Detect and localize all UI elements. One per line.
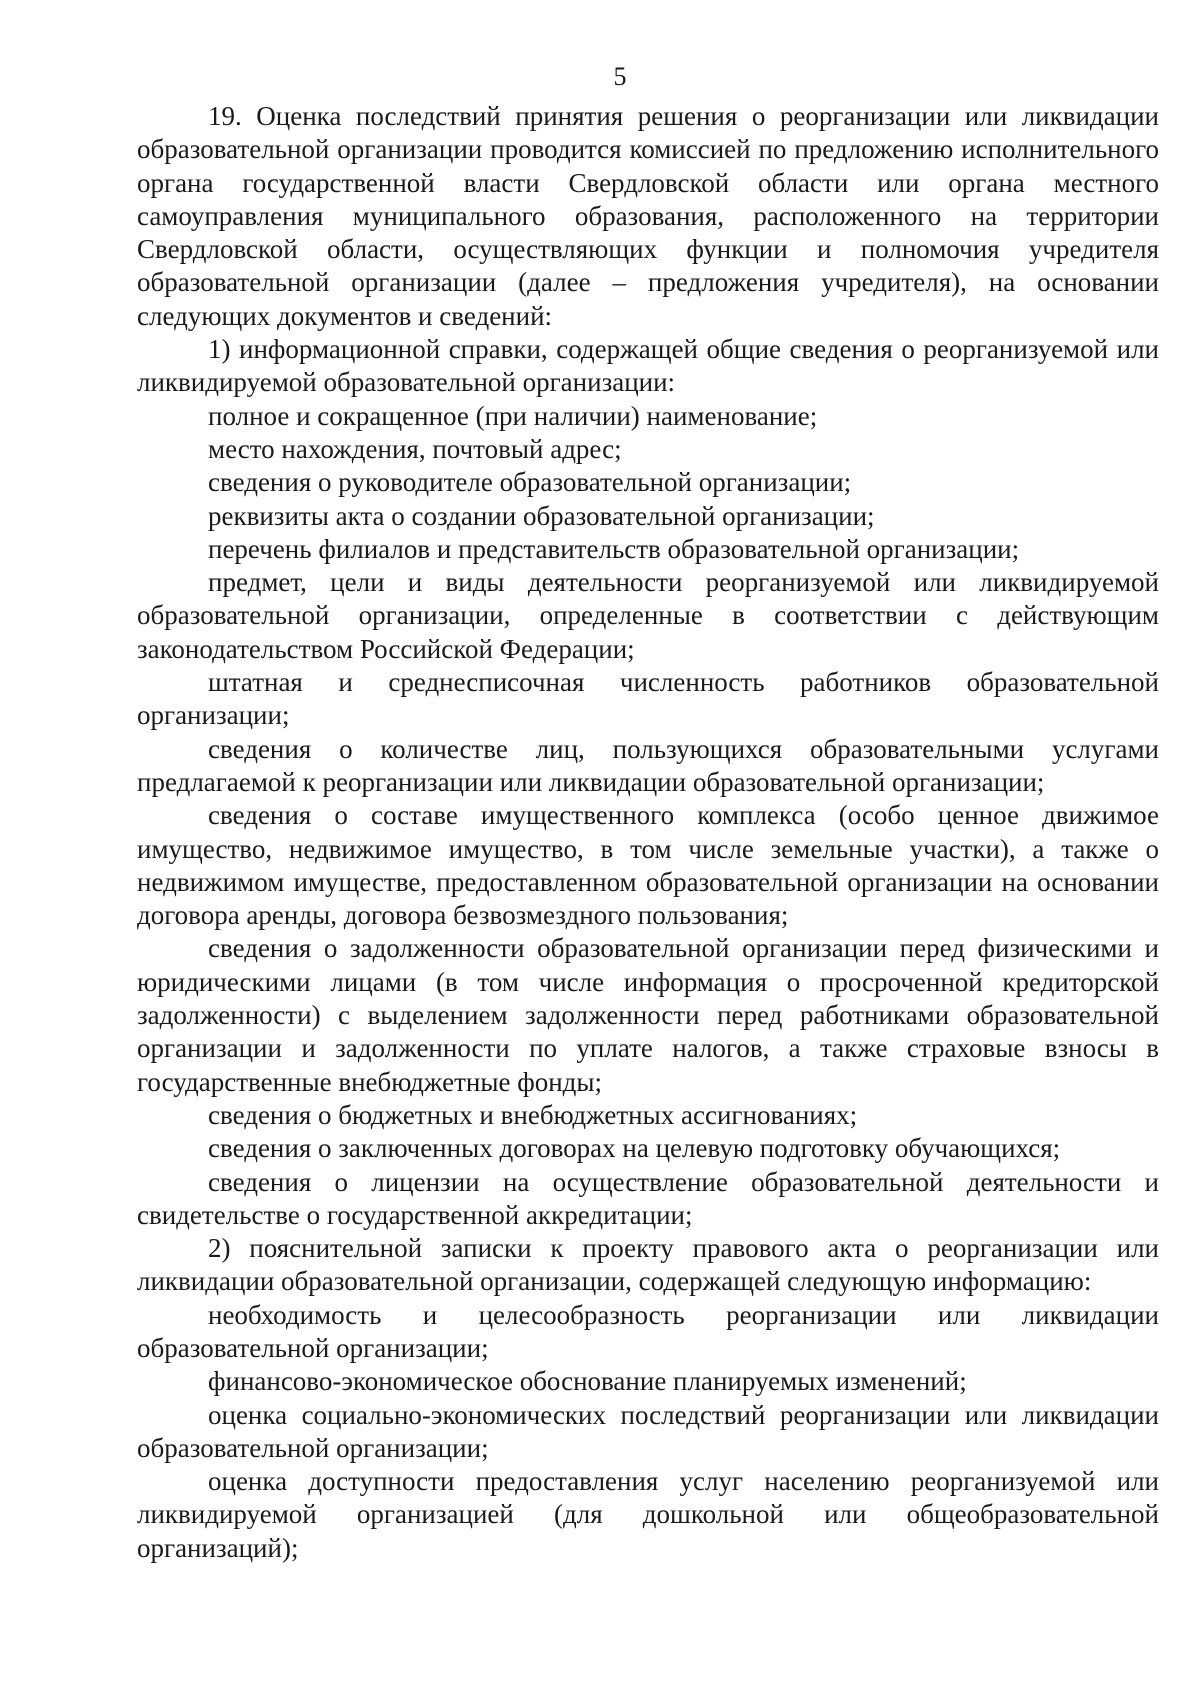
paragraph: 2) пояснительной записки к проекту правового акта о реорганизации или ликвидации образовательной организации, содержащей следующую информацию: [137,1233,1159,1297]
document-body [137,100,1159,1565]
paragraph: сведения о составе имущественного комплекса (особо ценное движимое имущество, недвижимое имущество, в том числе земельные участки), а также о недвижимом имуществе, предоставленном образовательной организации на основании договора аренды, договора безвозмездного пользования; [137,800,1159,931]
paragraph: реквизиты акта о создании образовательной организации; [208,500,875,531]
paragraph: 19. Оценка последствий принятия решения о реорганизации или ликвидации образовательной организации проводится комиссией по предложению исполнительного органа государственной власти Свердловской области или органа местного самоуправления муниципального образования, расположенного на территории Свердловской области, осуществляющих функции и полномочия учредителя образовательной организации (далее – предложения учредителя), на основании следующих документов и сведений: [137,101,1159,331]
paragraph: финансово-экономическое обоснование планируемых изменений; [208,1366,967,1397]
paragraph: штатная и среднесписочная численность работников образовательной организации; [137,667,1159,731]
paragraph: оценка доступности предоставления услуг населению реорганизуемой или ликвидируемой организацией (для дошкольной или общеобразовательной организаций); [137,1466,1159,1563]
paragraph: сведения о бюджетных и внебюджетных ассигнованиях; [208,1099,858,1130]
paragraph: сведения о заключенных договорах на целевую подготовку обучающихся; [208,1133,1061,1164]
paragraph: место нахождения, почтовый адрес; [208,433,622,464]
paragraph: полное и сокращенное (при наличии) наименование; [208,400,818,431]
paragraph: перечень филиалов и представительств образовательной организации; [208,533,1020,564]
paragraph: сведения о количестве лиц, пользующихся образовательными услугами предлагаемой к реорганизации или ликвидации образовательной организации; [137,733,1159,797]
paragraph: предмет, цели и виды деятельности реорганизуемой или ликвидируемой образовательной организации, определенные в соответствии с действующим законодательством Российской Федерации; [137,567,1159,664]
paragraph: оценка социально-экономических последствий реорганизации или ликвидации образовательной организации; [137,1399,1159,1463]
paragraph: необходимость и целесообразность реорганизации или ликвидации образовательной организации; [137,1299,1159,1363]
paragraph: сведения о руководителе образовательной организации; [208,467,852,498]
paragraph: 1) информационной справки, содержащей общие сведения о реорганизуемой или ликвидируемой образовательной организации: [137,334,1159,398]
paragraph: сведения о задолженности образовательной организации перед физическими и юридическими лицами (в том числе информация о просроченной кредиторской задолженности) с выделением задолженности перед работниками образовательной организации и задолженности по уплате налогов, а также страховые взносы в государственные внебюджетные фонды; [137,933,1159,1097]
paragraph: сведения о лицензии на осуществление образовательной деятельности и свидетельстве о государственной аккредитации; [137,1166,1159,1230]
page-number: 5 [613,62,627,91]
